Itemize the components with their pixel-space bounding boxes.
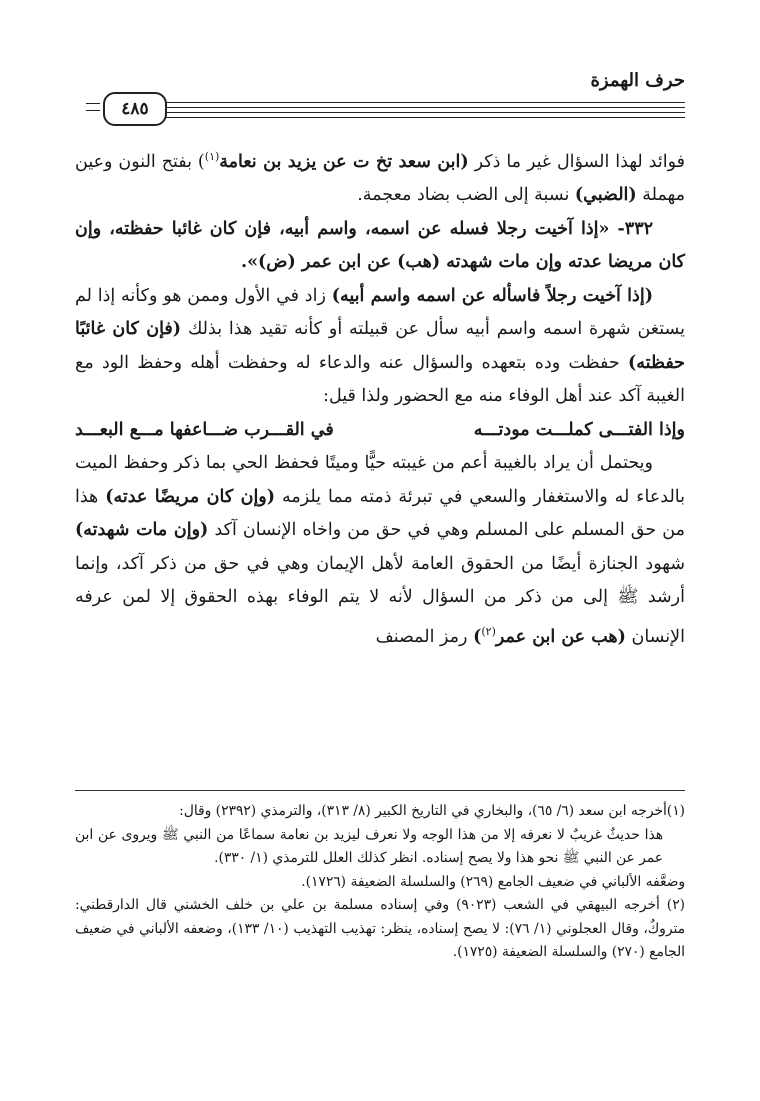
text-run: رمز المصنف: [375, 626, 468, 647]
text-run: ويحتمل أن يراد بالغيبة أعم من غيبته حيًّا وميتًا فحفظ الحي بما ذكر وحفظ الميت بالدعاء له والاستغفار والسعي في تبرئة ذمته مما يلزمه: [75, 453, 685, 507]
text-run: حفظت وده بتعهده والسؤال عنه والدعاء له وحفظت أهله وحفظ الود مع الغيبة آكد عند أهل الوفاء منه مع الحضور ولذا قيل:: [75, 352, 685, 407]
paragraph: [75, 140, 685, 213]
quoted-phrase: (إذا آخيت رجلاً فاسأله عن اسمه واسم أبيه): [331, 285, 653, 306]
text-run: هذا من حق المسلم على المسلم وهي في حق من واخاه الإنسان آكد: [75, 486, 685, 541]
footnote-1: (١)أخرجه ابن سعد (٦/ ٦٥)، والبخاري في التاريخ الكبير (٨/ ٣١٣)، والترمذي (٢٣٩٢) وقال:: [179, 803, 685, 819]
header-ornament: [86, 110, 100, 111]
header-rule: [165, 117, 685, 118]
page-number: ٤٨٥: [103, 92, 167, 126]
footnote-1-extra: وضعَّفه الألباني في ضعيف الجامع (٢٦٩) والسلسلة الضعيفة (١٧٢٦).: [301, 873, 685, 890]
quoted-phrase: (فإن كان غائبًا حفظته): [75, 319, 685, 373]
footnote-ref: (٢): [481, 624, 496, 638]
citation: (هب عن ابن عمر: [495, 626, 626, 647]
footnote-separator: [75, 790, 685, 791]
footnote-ref: (١): [204, 150, 220, 163]
text-run: زاد في الأول وممن هو وكأنه إذا لم يستغن شهرة اسمه واسم أبيه سأل عن قبيلته أو كأنه تقيد هذا بذلك: [75, 285, 685, 340]
citation: (ابن سعد تخ ت عن يزيد بن نعامة: [219, 151, 469, 172]
verse-hemistich-right: وإذا الفتـــى كملـــت مودتـــه: [473, 419, 685, 440]
text-run: شهود الجنازة أيضًا من الحقوق العامة لأهل الإيمان وهي في حق من ذكر آكد، وإنما أرشد ﷺ إلى من ذكر من السؤال لأنه لا يتم الوفاء بهذه الحقوق إلا لمن عرفه الإنسان: [75, 553, 685, 647]
quoted-phrase: (وإن كان مريضًا عدته): [105, 486, 276, 507]
running-title: حرف الهمزة: [590, 70, 685, 91]
footnote-2: (٢) أخرجه البيهقي في الشعب (٩٠٢٣) وفي إسناده مسلمة بن علي بن خلف الخشني قال الدارقطني: متروكٌ، وقال العجلوني (١/ ٧٦): لا يصح إسناده، ينظر: تهذيب التهذيب (١٠/ ١٣٣)، وضعفه الألباني في ضعيف الجامع (٢٧٠) والسلسلة الضعيفة (١٧٢٥).: [75, 897, 685, 960]
text-run: نسبة إلى الضب بضاد معجمة.: [357, 185, 570, 206]
header-rule: [165, 107, 685, 108]
footnotes: [75, 800, 685, 965]
citation-close: ): [473, 626, 482, 647]
header-ornament: [86, 103, 100, 104]
main-text: [75, 140, 685, 654]
highlighted-term: (الضبي): [574, 185, 637, 206]
poetry-verse: [75, 414, 685, 448]
hadith-text: ٣٣٢- «إذا آخيت رجلا فسله عن اسمه، واسم أبيه، فإن كان غائبا حفظته، وإن كان مريضا عدته وإن مات شهدته (هب) عن ابن عمر (ض)».: [75, 218, 685, 273]
quoted-phrase: (وإن مات شهدته): [75, 520, 209, 541]
paragraph: [75, 280, 685, 414]
verse-hemistich-left: في القـــرب ضـــاعفها مـــع البعـــد: [75, 419, 334, 440]
paragraph: [75, 447, 685, 654]
header-rule: [165, 102, 685, 103]
header-rule: [165, 112, 685, 113]
footnote-1-continued: هذا حديثٌ غريبٌ لا نعرفه إلا من هذا الوجه ولا نعرف ليزيد بن نعامة سماعًا من النبي ﷺ ويروى عن ابن عمر عن النبي ﷺ نحو هذا ولا يصح إسناده. انظر كذلك العلل للترمذي (١/ ٣٣٠).: [75, 826, 663, 866]
text-run: ) بفتح النون وعين مهملة: [75, 151, 685, 206]
text-run: فوائد لهذا السؤال غير ما ذكر: [474, 151, 685, 172]
